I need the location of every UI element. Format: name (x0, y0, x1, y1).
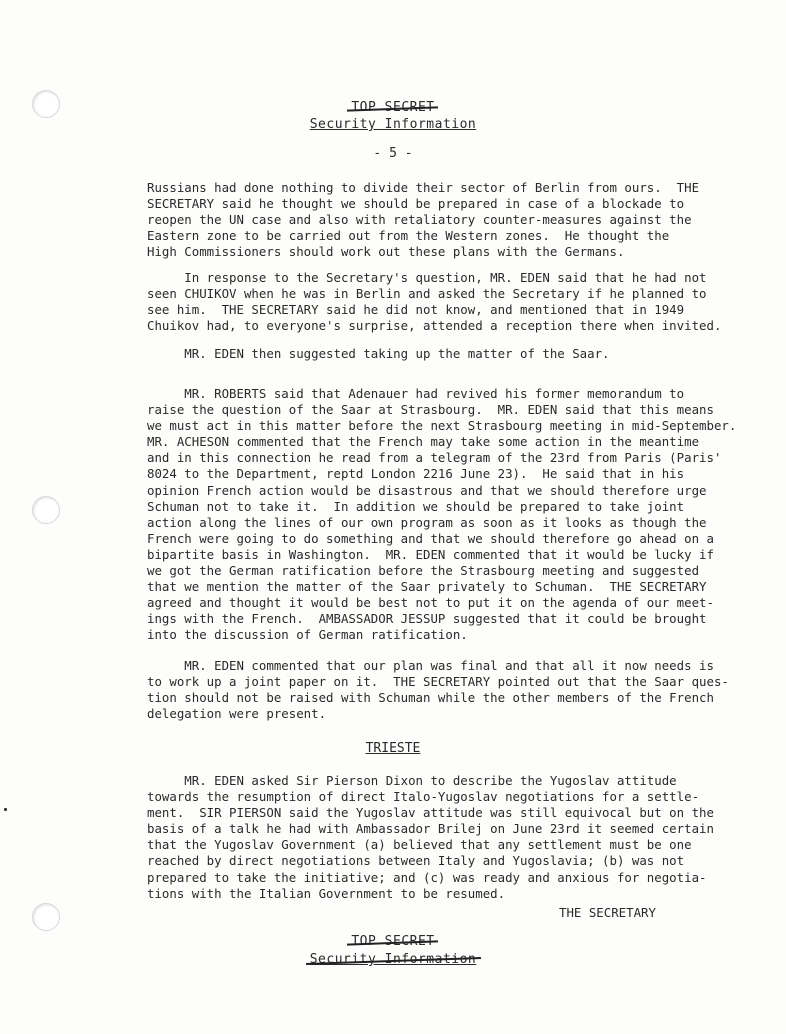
text-line: tions with the Italian Government to be resumed. (147, 885, 506, 901)
paragraph-trieste (147, 773, 714, 902)
text-line: that the Yugoslav Government (a) believed that any settlement must be one (147, 837, 692, 853)
text-line: ings with the French. AMBASSADOR JESSUP suggested that it could be brought (147, 611, 707, 627)
subclassification-text: Security Information (309, 117, 477, 132)
punch-hole-middle (32, 496, 60, 524)
text-line: Russians had done nothing to divide their sector of Berlin from ours. THE (147, 180, 700, 195)
scan-speck (4, 808, 7, 811)
paragraph-chuikov (147, 270, 721, 334)
text-line: agreed and thought it would be best not to put it on the agenda of our meet- (147, 595, 714, 611)
text-line: see him. THE SECRETARY said he did not know, and mentioned that in 1949 (147, 302, 685, 318)
continuation-catchword: THE SECRETARY (559, 905, 656, 920)
paragraph-strasbourg (147, 386, 736, 644)
text-line: Chuikov had, to everyone's surprise, attended a reception there when invited. (147, 318, 722, 334)
subclassification-text: Security Information (309, 952, 477, 967)
text-line: we must act in this matter before the next Strasbourg meeting in mid-September. (147, 418, 737, 434)
text-line: tion should not be raised with Schuman while the other members of the French (147, 690, 714, 706)
footer-subclassification (0, 952, 786, 967)
text-line: Eastern zone to be carried out from the Western zones. He thought the (147, 228, 670, 244)
text-line: SECRETARY said he thought we should be prepared in case of a blockade to (147, 196, 685, 212)
text-line: MR. EDEN then suggested taking up the matter of the Saar. (147, 346, 610, 361)
section-heading (0, 741, 786, 756)
text-line: bipartite basis in Washington. MR. EDEN commented that it would be lucky if (147, 546, 714, 562)
text-line: 8024 to the Department, reptd London 2216 June 23). He said that in his (147, 466, 685, 482)
text-line: MR. EDEN asked Sir Pierson Dixon to describe the Yugoslav attitude (147, 773, 677, 788)
text-line: High Commissioners should work out these plans with the Germans. (147, 244, 625, 260)
footer-classification (0, 934, 786, 949)
paragraph-berlin (147, 180, 699, 260)
header-classification (0, 100, 786, 115)
text-line: ment. SIR PIERSON said the Yugoslav attitude was still equivocal but on the (147, 805, 714, 821)
text-line: and in this connection he read from a telegram of the 23rd from Paris (Paris' (147, 450, 722, 466)
text-line: MR. EDEN commented that our plan was final and that all it now needs is (147, 658, 714, 673)
classification-text: TOP SECRET (351, 100, 435, 115)
text-line: raise the question of the Saar at Strasbourg. MR. EDEN said that this means (147, 402, 714, 418)
text-line: to work up a joint paper on it. THE SECRETARY pointed out that the Saar ques- (147, 674, 729, 690)
text-line: MR. ACHESON commented that the French may take some action in the meantime (147, 434, 700, 450)
punch-hole-bottom (32, 903, 60, 931)
text-line: opinion French action would be disastrous and that we should therefore urge (147, 482, 707, 498)
text-line: seen CHUIKOV when he was in Berlin and asked the Secretary if he planned to (147, 286, 707, 302)
section-heading-text: TRIESTE (365, 741, 421, 756)
paragraph-joint-paper (147, 658, 729, 722)
text-line: French were going to do something and that we should therefore go ahead on a (147, 530, 714, 546)
page-number: - 5 - (373, 146, 413, 161)
classification-text: TOP SECRET (351, 934, 435, 949)
text-line: into the discussion of German ratification. (147, 627, 468, 643)
text-line: delegation were present. (147, 706, 327, 722)
text-line: prepared to take the initiative; and (c) was ready and anxious for negotia- (147, 869, 707, 885)
text-line: action along the lines of our own program as soon as it looks as though the (147, 514, 707, 530)
text-line: reached by direct negotiations between Italy and Yugoslavia; (b) was not (147, 853, 685, 869)
text-line: that we mention the matter of the Saar privately to Schuman. THE SECRETARY (147, 579, 707, 595)
text-line: basis of a talk he had with Ambassador Brilej on June 23rd it seemed certain (147, 821, 714, 837)
text-line: we got the German ratification before the Strasbourg meeting and suggested (147, 563, 700, 579)
header-subclassification (0, 117, 786, 132)
text-line: reopen the UN case and also with retaliatory counter-measures against the (147, 212, 692, 228)
text-line: towards the resumption of direct Italo-Yugoslav negotiations for a settle- (147, 789, 700, 805)
paragraph-saar-intro (147, 346, 610, 362)
text-line: MR. ROBERTS said that Adenauer had revived his former memorandum to (147, 386, 685, 401)
text-line: Schuman not to take it. In addition we should be prepared to take joint (147, 498, 685, 514)
text-line: In response to the Secretary's question, MR. EDEN said that he had not (147, 270, 707, 285)
